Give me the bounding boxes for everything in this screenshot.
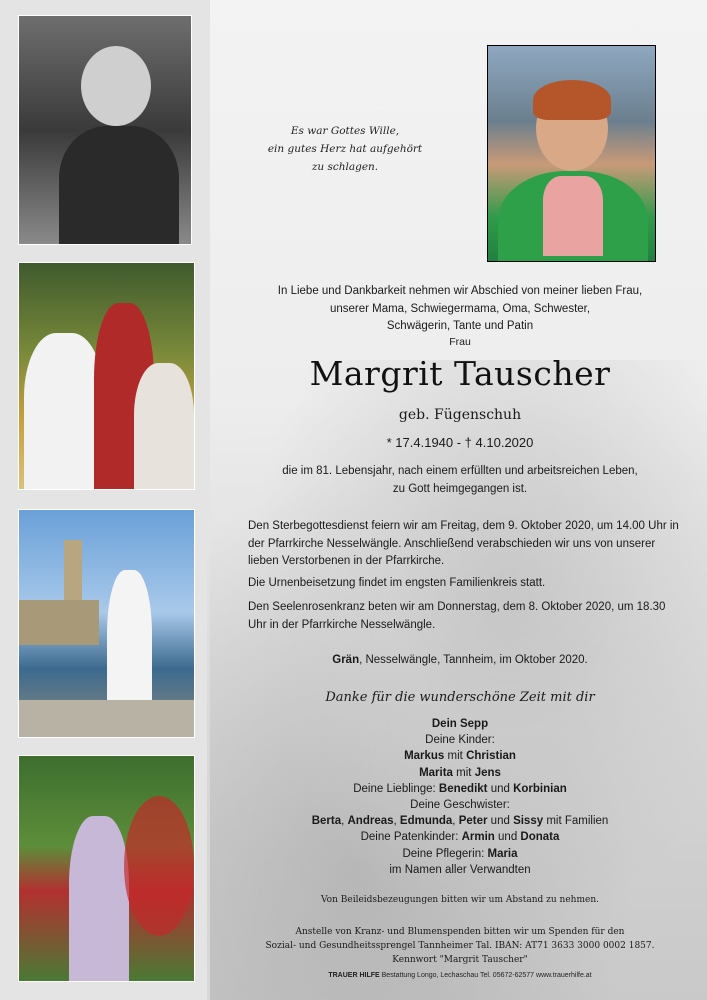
mourner: Maria [487,847,518,860]
intro-line: unserer Mama, Schwiegermama, Oma, Schwester, [329,302,591,315]
place-rest: , Nesselwängle, Tannheim, im Oktober 2020. [359,654,588,666]
maiden-name: geb. Fügenschuh [398,407,522,423]
mourner: Korbinian [513,782,567,795]
place-bold: Grän [332,654,360,666]
donation-note: Anstelle von Kranz- und Blumenspenden bitten wir um Spenden für den Sozial- und Gesundheitssprengel Tannheimer Tal. IBAN: AT71 3633 3000 0002 1857. Kennwort "Margrit Tauscher" [265,927,655,965]
funeral-home-brand: TRAUER HILFE [328,972,380,979]
mourner: Armin [461,831,495,844]
mourner: Donata [520,831,560,844]
relatives-line: im Namen aller Verwandten [389,863,531,876]
mourner: Jens [474,766,501,779]
rosary-text: Den Seelenrosenkranz beten wir am Donnerstag, dem 8. Oktober 2020, um 18.30 Uhr in der Pfarrkirche Nesselwängle. [248,601,666,631]
spouse: Dein Sepp [431,718,489,730]
honorific: Frau [449,336,471,348]
life-line: die im 81. Lebensjahr, nach einem erfüllten und arbeitsreichen Leben, [282,465,638,477]
childhood-photo [18,15,192,245]
godchildren-label: Deine Patenkinder: [360,831,459,844]
caregiver-label: Deine Pflegerin: [402,847,485,860]
family-photo [18,262,195,490]
life-dates: * 17.4.1940 - † 4.10.2020 [386,435,534,450]
mourner: Benedikt [438,782,488,795]
condolence-note: Von Beileidsbezeugungen bitten wir um Abstand zu nehmen. [321,895,599,905]
quote-line: ein gutes Herz hat aufgehört [267,143,423,155]
urn-burial-text: Die Urnenbeisetzung findet im engsten Familienkreis statt. [248,577,546,589]
mourners-list: Dein Sepp Deine Kinder: Markus mit Christian Marita mit Jens Deine Lieblinge: Benedikt und Korbinian Deine Geschwister: Berta, Andreas, Edmunda, Peter und Sissy mit Familien Deine Patenkinder: Armin und Donata Deine Pflegerin: Maria im Namen aller Verwandten [230,716,690,878]
portrait-photo [487,45,656,262]
mourner: Andreas [347,815,394,828]
mourner: Christian [466,750,516,763]
siblings-label: Deine Geschwister: [410,799,510,812]
thanks-line: Danke für die wunderschöne Zeit mit dir [325,690,595,705]
mourner: Berta [311,815,342,828]
grandchildren-label: Deine Lieblinge: [353,782,436,795]
life-summary [230,463,690,498]
mourner: Peter [458,815,488,828]
garden-photo [18,755,195,982]
intro-line: Schwägerin, Tante und Patin [386,320,534,332]
intro-line: In Liebe und Dankbarkeit nehmen wir Abschied von meiner lieben Frau, [277,285,643,297]
farewell-intro [230,283,690,336]
funeral-home-footer: TRAUER HILFE Bestattung Longo, Lechaschau Tel. 05672-62577 www.trauerhilfe.at [328,972,592,979]
place-date [230,654,690,666]
memorial-quote [260,122,430,176]
quote-line: Es war Gottes Wille, [290,125,400,137]
mourner: Marita [419,766,453,779]
mourner: Edmunda [399,815,453,828]
mourner: Markus [404,750,445,763]
deceased-name: Margrit Tauscher [309,354,611,393]
life-line: zu Gott heimgegangen ist. [392,482,528,495]
mourner: Sissy [513,815,544,828]
quote-line: zu schlagen. [311,161,379,173]
children-label: Deine Kinder: [425,734,495,747]
funeral-service-text: Den Sterbegottesdienst feiern wir am Freitag, dem 9. Oktober 2020, um 14.00 Uhr in der Pfarrkirche Nesselwängle. Anschließend verabschieden wir uns von unserer lieben Verstorbenen in der Pfarrkirche. [248,520,679,567]
harbour-photo [18,509,195,738]
